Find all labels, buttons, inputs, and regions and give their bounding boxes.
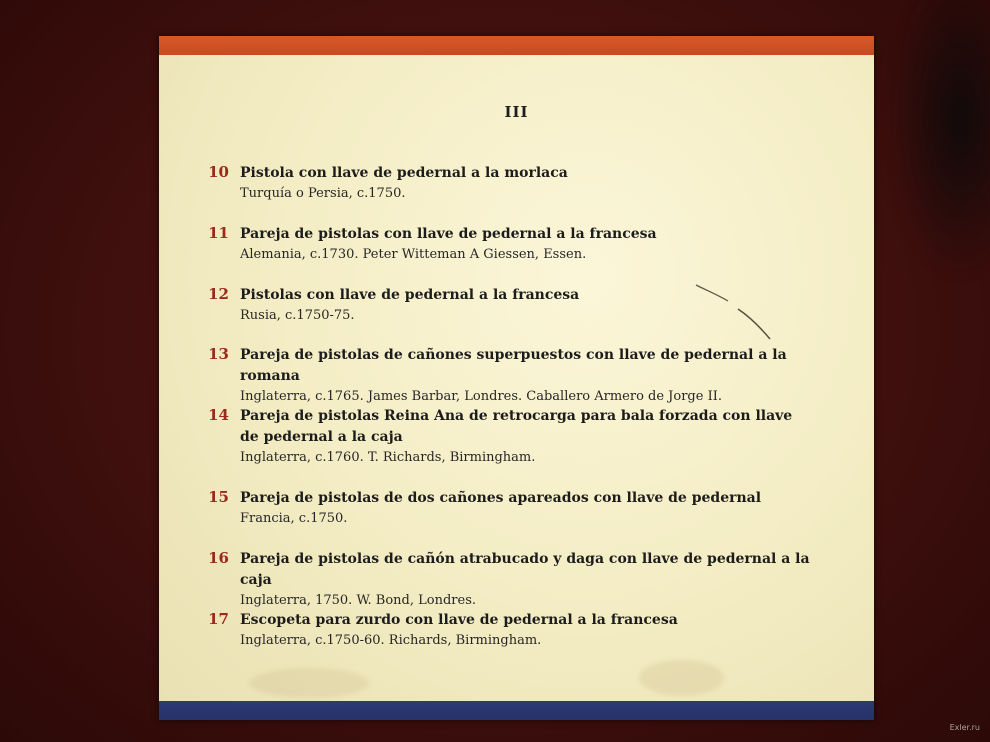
entry-title: Escopeta para zurdo con llave de pedernal a la francesa bbox=[240, 612, 678, 628]
entry-description: Inglaterra, c.1760. T. Richards, Birmingham. bbox=[240, 450, 536, 465]
entry-description: Inglaterra, c.1765. James Barbar, Londres. Caballero Armero de Jorge II. bbox=[240, 389, 722, 404]
museum-placard bbox=[159, 36, 874, 720]
entry-17 bbox=[197, 610, 837, 651]
entry-16 bbox=[197, 549, 837, 611]
placard-top-band bbox=[159, 36, 874, 55]
entry-description: Rusia, c.1750-75. bbox=[240, 308, 355, 323]
entry-description: Francia, c.1750. bbox=[240, 511, 348, 526]
entry-number: 12 bbox=[208, 285, 229, 303]
entry-description: Inglaterra, c.1750-60. Richards, Birmingham. bbox=[240, 633, 542, 648]
entry-number: 15 bbox=[208, 488, 229, 506]
entry-number: 16 bbox=[208, 549, 229, 567]
entry-title: Pareja de pistolas Reina Ana de retrocarga para bala forzada con llave bbox=[240, 408, 793, 424]
entry-15 bbox=[197, 488, 837, 529]
entry-title: Pistola con llave de pedernal a la morlaca bbox=[240, 165, 568, 181]
entry-number: 13 bbox=[208, 345, 229, 363]
entry-title: Pareja de pistolas de cañones superpuestos con llave de pedernal a la romana bbox=[240, 347, 787, 384]
entry-14 bbox=[197, 406, 837, 468]
entry-title: Pareja de pistolas de cañón atrabucado y daga con llave de pedernal a la caja bbox=[240, 551, 810, 588]
entry-10 bbox=[197, 163, 837, 204]
entry-title: Pareja de pistolas con llave de pedernal a la francesa bbox=[240, 226, 657, 242]
background-shadow bbox=[890, 0, 990, 280]
entry-13 bbox=[197, 345, 837, 407]
entry-description: Turquía o Persia, c.1750. bbox=[240, 186, 406, 201]
placard-bottom-band bbox=[159, 701, 874, 720]
entry-11 bbox=[197, 224, 837, 265]
entry-number: 17 bbox=[208, 610, 229, 628]
entry-title-continued: de pedernal a la caja bbox=[240, 429, 403, 445]
scratch-mark bbox=[694, 281, 774, 343]
entry-title: Pareja de pistolas de dos cañones apareados con llave de pedernal bbox=[240, 490, 762, 506]
entry-number: 14 bbox=[208, 406, 229, 424]
entry-description: Inglaterra, 1750. W. Bond, Londres. bbox=[240, 593, 477, 608]
surface-stain bbox=[249, 668, 369, 698]
surface-stain bbox=[639, 660, 724, 696]
watermark: Exler.ru bbox=[949, 723, 980, 732]
section-numeral: III bbox=[504, 103, 529, 121]
entry-title: Pistolas con llave de pedernal a la francesa bbox=[240, 287, 580, 303]
entry-number: 10 bbox=[208, 163, 229, 181]
entry-description: Alemania, c.1730. Peter Witteman A Giessen, Essen. bbox=[240, 247, 587, 262]
entry-number: 11 bbox=[208, 224, 229, 242]
